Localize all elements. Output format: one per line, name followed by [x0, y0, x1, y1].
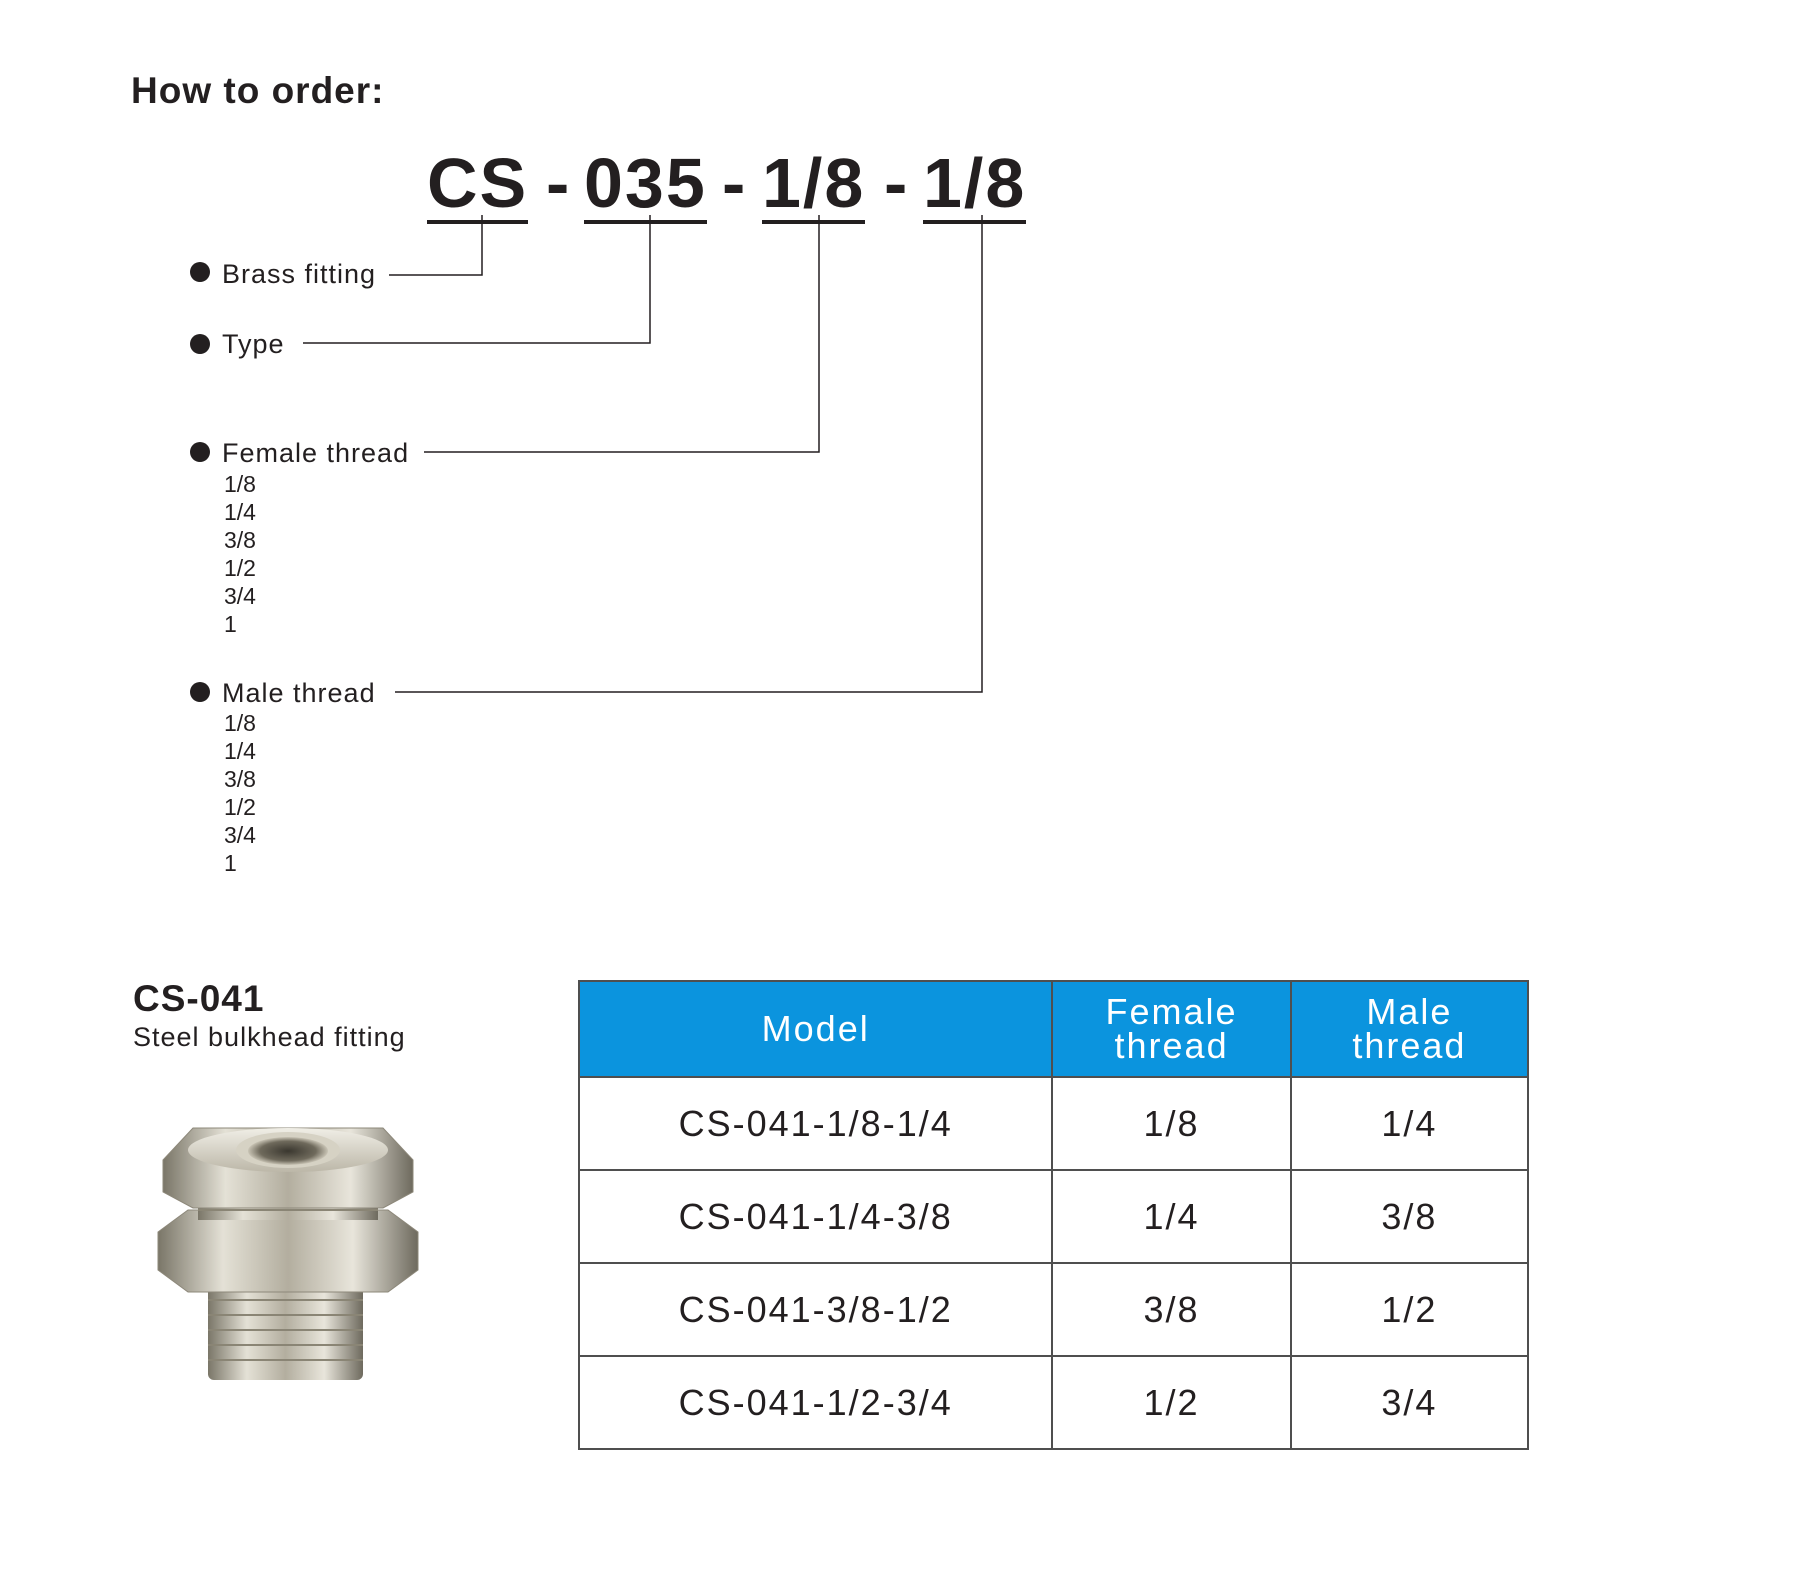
connector-male: [395, 215, 982, 692]
option-item: 3/4: [224, 583, 256, 609]
option-item: 1/2: [224, 794, 256, 820]
option-item: 1/4: [224, 738, 256, 764]
bulkhead-fitting-image: [148, 1120, 428, 1390]
male-thread-options: [224, 709, 256, 877]
cell-male: 3/4: [1291, 1356, 1528, 1449]
product-description: Steel bulkhead fitting: [133, 1022, 406, 1052]
cell-model: CS-041-1/2-3/4: [579, 1356, 1052, 1449]
table-row: [579, 1263, 1528, 1356]
code-segment-female: 1/8: [762, 144, 866, 222]
cell-female: 1/8: [1052, 1077, 1290, 1170]
bullet-icon: [190, 682, 210, 702]
page-title: How to order:: [131, 70, 385, 111]
code-separator: -: [722, 144, 746, 222]
table-header-row: [579, 981, 1528, 1077]
option-item: 3/8: [224, 766, 256, 792]
header-male-thread: Male thread: [1291, 981, 1528, 1077]
option-item: 1/4: [224, 499, 256, 525]
header-female-thread: Female thread: [1052, 981, 1290, 1077]
product-name: CS-041: [133, 978, 265, 1019]
table-row: [579, 1170, 1528, 1263]
bullet-icon: [190, 262, 210, 282]
connector-brass: [389, 215, 482, 275]
code-segment-male: 1/8: [923, 144, 1027, 222]
cell-female: 1/2: [1052, 1356, 1290, 1449]
option-item: 1: [224, 850, 237, 876]
table-row: [579, 1356, 1528, 1449]
cell-model: CS-041-1/8-1/4: [579, 1077, 1052, 1170]
spec-table: [578, 980, 1529, 1450]
cell-model: CS-041-1/4-3/8: [579, 1170, 1052, 1263]
table-row: [579, 1077, 1528, 1170]
option-item: 3/4: [224, 822, 256, 848]
option-item: 1/8: [224, 710, 256, 736]
cell-male: 3/8: [1291, 1170, 1528, 1263]
cell-female: 1/4: [1052, 1170, 1290, 1263]
connector-female: [424, 215, 819, 452]
cell-male: 1/4: [1291, 1077, 1528, 1170]
header-model: Model: [579, 981, 1052, 1077]
option-item: 1/2: [224, 555, 256, 581]
bullet-icon: [190, 442, 210, 462]
cell-model: CS-041-3/8-1/2: [579, 1263, 1052, 1356]
legend-male-label: Male thread: [222, 678, 376, 708]
option-item: 1: [224, 611, 237, 637]
code-segment-series: CS: [427, 144, 529, 222]
legend-type-label: Type: [222, 329, 285, 359]
cell-female: 3/8: [1052, 1263, 1290, 1356]
legend-brass-label: Brass fitting: [222, 259, 377, 289]
code-separator: -: [884, 144, 908, 222]
code-separator: -: [546, 144, 570, 222]
female-thread-options: [224, 470, 256, 638]
option-item: 1/8: [224, 471, 256, 497]
legend-female-label: Female thread: [222, 438, 410, 468]
cell-male: 1/2: [1291, 1263, 1528, 1356]
option-item: 3/8: [224, 527, 256, 553]
bullet-icon: [190, 334, 210, 354]
code-segment-type: 035: [584, 144, 707, 222]
